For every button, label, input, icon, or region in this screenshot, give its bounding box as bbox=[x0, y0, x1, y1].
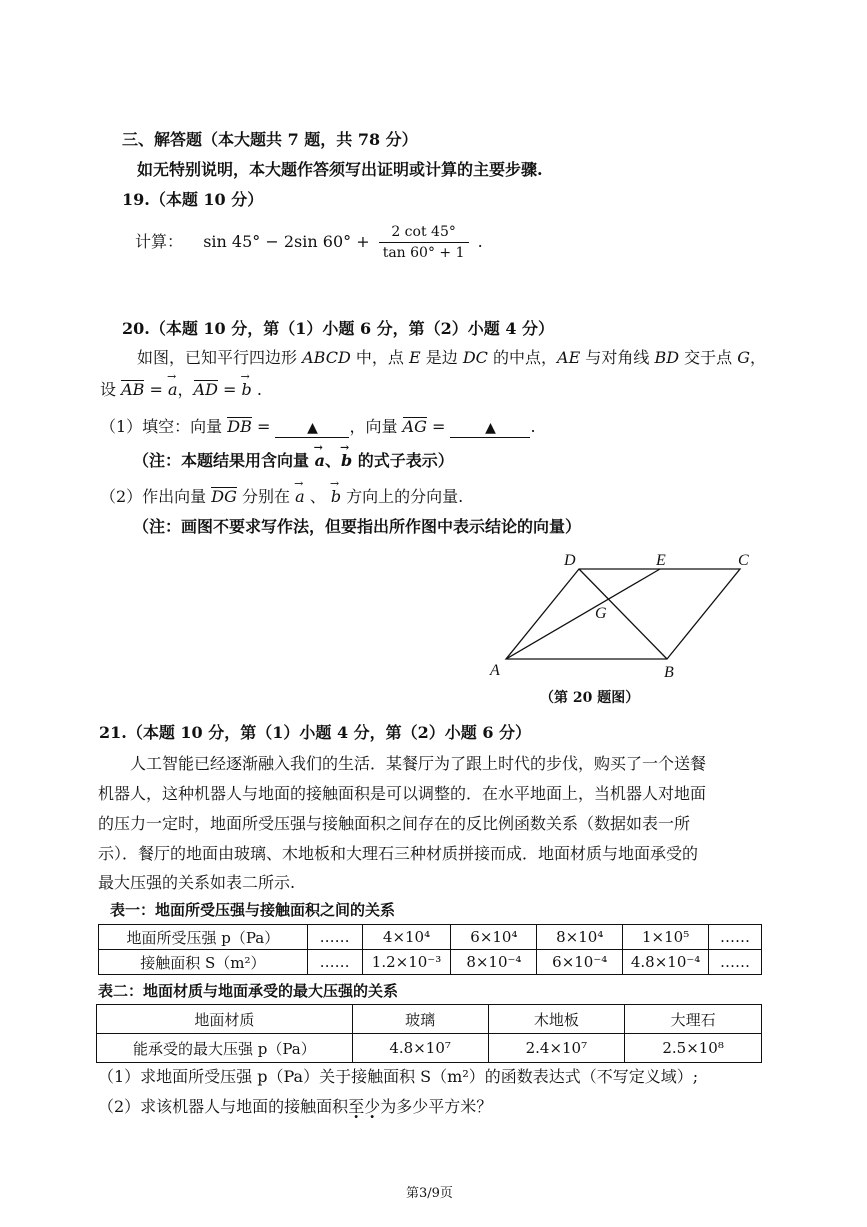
q19-frac-num: 2 cot 45° bbox=[379, 223, 469, 243]
page-number: 第3/9页 bbox=[406, 1186, 453, 1201]
q20-text: = bbox=[217, 380, 242, 399]
segment-ae bbox=[506, 569, 660, 659]
table1-caption: 表一：地面所受压强与接触面积之间的关系 bbox=[110, 901, 396, 919]
section-instruction: 如无特别说明，本大题作答须写出证明或计算的主要步骤. bbox=[137, 160, 543, 179]
table-cell: 玻璃 bbox=[352, 1005, 488, 1034]
table-material-pressure bbox=[96, 1004, 762, 1063]
q21-header: 21.（本题 10 分，第（1）小题 4 分，第（2）小题 6 分） bbox=[99, 723, 532, 742]
q20-text: 方向上的分向量. bbox=[341, 487, 464, 506]
parallelogram-figure bbox=[480, 545, 760, 685]
emphasis-char: 少 bbox=[364, 1097, 381, 1116]
table-pressure-area bbox=[98, 924, 762, 975]
q20-note2: （注：画图不要求写作法，但要指出所作图中表示结论的向量） bbox=[133, 517, 582, 536]
q19-frac-den: tan 60° + 1 bbox=[382, 245, 465, 261]
q20-line1 bbox=[137, 347, 766, 369]
q20-point-g: G bbox=[737, 348, 750, 367]
label-g: G bbox=[595, 605, 607, 622]
table-cell: 接触面积 S（m²） bbox=[99, 950, 308, 975]
q20-ae: AE bbox=[557, 348, 581, 367]
vector-a: → a bbox=[315, 448, 325, 472]
q20-part2 bbox=[100, 484, 463, 508]
q20-text: （注：本题结果用含向量 bbox=[133, 451, 315, 470]
q20-text: 、 bbox=[304, 487, 331, 506]
vector-b: → b bbox=[242, 377, 252, 401]
q20-text: （1）填空：向量 bbox=[100, 417, 228, 436]
q21-text: 为多少平方米？ bbox=[380, 1097, 493, 1116]
vector-a: → a bbox=[295, 484, 305, 508]
table-cell: 8×10⁻⁴ bbox=[451, 950, 537, 975]
q20-bd: BD bbox=[654, 348, 680, 367]
table-cell: 6×10⁻⁴ bbox=[537, 950, 623, 975]
q21-sub2 bbox=[98, 1096, 492, 1118]
q20-text: . bbox=[530, 417, 536, 436]
table-cell: 4.8×10⁷ bbox=[352, 1034, 488, 1063]
table-cell: 4.8×10⁻⁴ bbox=[623, 950, 709, 975]
section-heading: 三、解答题（本大题共 7 题，共 78 分） bbox=[122, 130, 418, 149]
q20-text: ， bbox=[750, 348, 767, 367]
q20-note1 bbox=[133, 448, 454, 472]
vector-b: → b bbox=[341, 448, 352, 472]
q19-prefix: 计算： bbox=[135, 232, 184, 251]
answer-blank-1: ▲ bbox=[275, 419, 349, 438]
table-row bbox=[97, 1034, 762, 1063]
q19-expr-left: sin 45° − 2sin 60° + bbox=[203, 232, 370, 251]
vector-ad: AD bbox=[193, 380, 218, 399]
q20-text: . bbox=[251, 380, 262, 399]
table-cell: 2.4×10⁷ bbox=[488, 1034, 625, 1063]
q19-expression bbox=[135, 222, 483, 262]
table-cell: 8×10⁴ bbox=[537, 925, 623, 950]
q20-text: 与对角线 bbox=[580, 348, 655, 367]
q21-sub1: （1）求地面所受压强 p（Pa）关于接触面积 S（m²）的函数表达式（不写定义域）; bbox=[98, 1067, 699, 1086]
q20-part1 bbox=[100, 416, 536, 438]
table-cell: 大理石 bbox=[625, 1005, 762, 1034]
q21-para-line: 最大压强的关系如表二所示. bbox=[98, 873, 296, 892]
q20-text: 交于点 bbox=[679, 348, 738, 367]
table-row bbox=[97, 1005, 762, 1034]
q20-text: 分别在 bbox=[236, 487, 296, 506]
table-row bbox=[99, 950, 762, 975]
table-cell: 2.5×10⁸ bbox=[625, 1034, 762, 1063]
table2-caption: 表二：地面材质与地面承受的最大压强的关系 bbox=[98, 982, 399, 1000]
label-d: D bbox=[564, 552, 576, 569]
q19-end: . bbox=[477, 232, 483, 251]
table-cell: 地面材质 bbox=[97, 1005, 353, 1034]
table-cell: 6×10⁴ bbox=[451, 925, 537, 950]
q20-text: 的式子表示） bbox=[352, 451, 454, 470]
q20-text: 的中点， bbox=[487, 348, 558, 367]
vector-ab: AB bbox=[121, 380, 145, 399]
table-cell: …… bbox=[709, 925, 762, 950]
q20-text: 如图，已知平行四边形 bbox=[137, 348, 303, 367]
q20-text: = bbox=[426, 417, 451, 436]
table-cell: 能承受的最大压强 p（Pa） bbox=[97, 1034, 353, 1063]
q20-text: 是边 bbox=[420, 348, 463, 367]
q20-text: 设 bbox=[100, 380, 122, 399]
q21-para-line: 机器人，这种机器人与地面的接触面积是可以调整的．在水平地面上，当机器人对地面 bbox=[98, 784, 707, 803]
label-a: A bbox=[490, 662, 500, 679]
q20-text: （2）作出向量 bbox=[100, 487, 212, 506]
table-cell: 4×10⁴ bbox=[362, 925, 451, 950]
q19-header: 19.（本题 10 分） bbox=[122, 190, 264, 209]
vector-b: → b bbox=[331, 484, 341, 508]
q20-abcd: ABCD bbox=[302, 348, 351, 367]
emphasis-char: 至 bbox=[348, 1097, 365, 1116]
table-cell: 木地板 bbox=[488, 1005, 625, 1034]
label-b: B bbox=[664, 664, 674, 681]
q20-text: = bbox=[251, 417, 276, 436]
q21-para-line: 示）．餐厅的地面由玻璃、木地板和大理石三种材质拼接而成．地面材质与地面承受的 bbox=[98, 844, 699, 863]
answer-blank-2: ▲ bbox=[450, 419, 530, 438]
q20-text: = bbox=[144, 380, 168, 399]
table-row bbox=[99, 925, 762, 950]
q21-para-line: 的压力一定时，地面所受压强与接触面积之间存在的反比例函数关系（数据如表一所 bbox=[98, 814, 691, 833]
q21-text: （2）求该机器人与地面的接触面积 bbox=[98, 1097, 349, 1116]
q20-text: 中，点 bbox=[350, 348, 409, 367]
q20-point-e: E bbox=[408, 348, 421, 367]
diagonal-bd bbox=[579, 569, 667, 659]
table-cell: …… bbox=[307, 950, 362, 975]
q20-header: 20.（本题 10 分，第（1）小题 6 分，第（2）小题 4 分） bbox=[122, 319, 555, 338]
vector-dg: DG bbox=[211, 487, 237, 506]
label-c: C bbox=[738, 552, 749, 569]
q20-text: 、 bbox=[324, 451, 341, 470]
q19-fraction bbox=[379, 223, 469, 262]
q20-line2 bbox=[100, 377, 262, 401]
q20-text: ， bbox=[177, 380, 194, 399]
table-cell: …… bbox=[709, 950, 762, 975]
table-cell: …… bbox=[307, 925, 362, 950]
q21-para-line: 人工智能已经逐渐融入我们的生活．某餐厅为了跟上时代的步伐，购买了一个送餐 bbox=[130, 754, 707, 773]
vector-db: DB bbox=[227, 417, 252, 436]
q20-text: ，向量 bbox=[349, 417, 403, 436]
vector-a: → a bbox=[168, 377, 178, 401]
figure-caption: （第 20 题图） bbox=[540, 690, 640, 706]
table-cell: 1.2×10⁻³ bbox=[362, 950, 451, 975]
vector-ag: AG bbox=[402, 417, 427, 436]
label-e: E bbox=[656, 552, 666, 569]
table-cell: 地面所受压强 p（Pa） bbox=[99, 925, 308, 950]
q20-dc: DC bbox=[462, 348, 488, 367]
table-cell: 1×10⁵ bbox=[623, 925, 709, 950]
